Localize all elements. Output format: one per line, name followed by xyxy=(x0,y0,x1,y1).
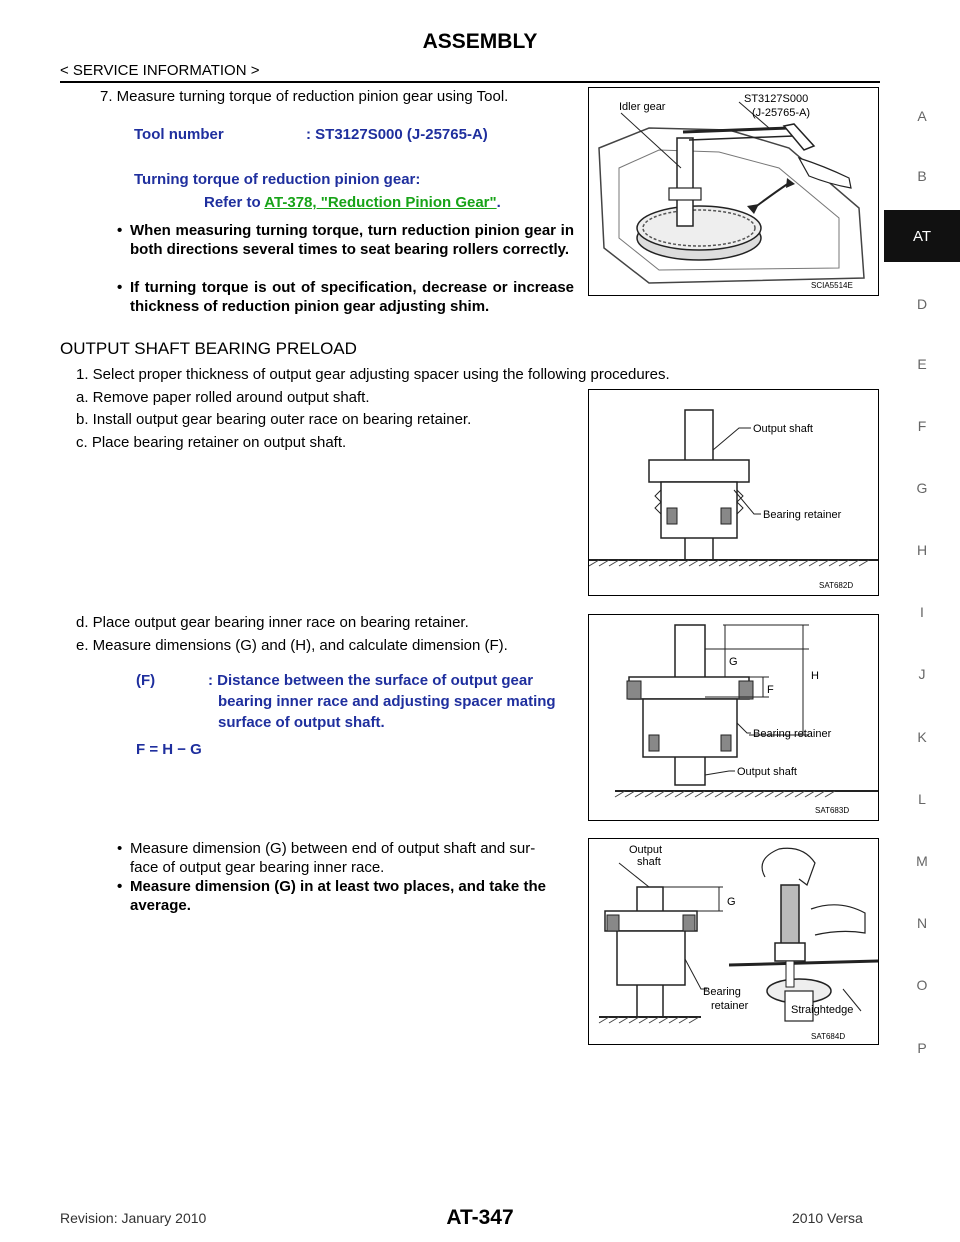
side-tab-j[interactable]: J xyxy=(918,666,926,682)
label-output-shaft-top: Output xyxy=(629,844,663,856)
refer-suffix: . xyxy=(496,194,501,211)
side-tab-at-active[interactable]: AT xyxy=(884,210,960,262)
footer-revision: Revision: January 2010 xyxy=(60,1210,207,1226)
bullet-turn-both-directions: When measuring turning torque, turn reduction pinion gear in both directions several times to seat bearing rollers correctly. xyxy=(130,222,574,258)
label-bearing-bottom: retainer xyxy=(711,1000,749,1012)
tool-number-value: : ST3127S000 (J-25765-A) xyxy=(306,126,488,143)
side-tab-l[interactable]: L xyxy=(918,791,926,807)
bullet-dot: • xyxy=(117,222,123,239)
figure-code: SAT683D xyxy=(815,806,850,815)
refer-prefix: Refer to xyxy=(204,194,265,211)
dimension-illustration xyxy=(589,615,878,820)
step-b-text: b. Install output gear bearing outer race on bearing retainer. xyxy=(76,411,472,428)
side-tab-n[interactable]: N xyxy=(916,915,928,931)
bullet-dot: • xyxy=(117,840,123,857)
label-f: F xyxy=(767,684,774,696)
label-bearing-top: Bearing xyxy=(703,986,741,998)
page-number: AT-347 xyxy=(446,1206,514,1229)
f-label: (F) xyxy=(136,672,156,689)
step-1-text: 1. Select proper thickness of output gear adjusting spacer using the following procedures. xyxy=(76,366,670,383)
side-tab-i[interactable]: I xyxy=(920,604,924,620)
side-tab-e[interactable]: E xyxy=(917,356,927,372)
figure-code: SCIA5514E xyxy=(811,281,853,290)
label-output-shaft: Output shaft xyxy=(753,423,813,435)
figure-code: SAT682D xyxy=(819,581,854,590)
label-straightedge: Straightedge xyxy=(791,1004,854,1016)
page-subtitle: < SERVICE INFORMATION > xyxy=(60,62,260,79)
side-tab-k[interactable]: K xyxy=(917,729,927,745)
side-tab-h[interactable]: H xyxy=(916,542,928,558)
step-d-text: d. Place output gear bearing inner race on bearing retainer. xyxy=(76,614,469,631)
side-tab-index xyxy=(884,0,960,1242)
step-a-text: a. Remove paper rolled around output shaft. xyxy=(76,389,370,406)
torque-tool-illustration xyxy=(589,88,878,295)
label-bearing-retainer: Bearing retainer xyxy=(753,728,832,740)
micrometer-illustration xyxy=(589,839,878,1044)
bullet-dot: • xyxy=(117,279,123,296)
tool-number-label: Tool number xyxy=(134,126,224,143)
figure-bearing-retainer-on-shaft xyxy=(588,389,879,596)
header-rule xyxy=(60,81,880,83)
f-definition-line-1: : Distance between the surface of output gear xyxy=(208,672,534,689)
formula: F = H − G xyxy=(136,741,202,758)
side-tab-p[interactable]: P xyxy=(917,1040,927,1056)
f-definition-line-3: surface of output shaft. xyxy=(218,714,385,731)
section-heading: OUTPUT SHAFT BEARING PRELOAD xyxy=(60,339,357,358)
label-g: G xyxy=(729,656,738,668)
side-tab-b[interactable]: B xyxy=(917,168,927,184)
bullet-two-places-line-2: average. xyxy=(130,897,191,914)
label-bearing-retainer: Bearing retainer xyxy=(763,509,842,521)
side-tab-f[interactable]: F xyxy=(917,418,927,434)
label-output-shaft: Output shaft xyxy=(737,766,797,778)
figure-measure-g-micrometer xyxy=(588,838,879,1045)
f-definition-line-2: bearing inner race and adjusting spacer mating xyxy=(218,693,556,710)
turning-torque-label: Turning torque of reduction pinion gear: xyxy=(134,171,421,188)
side-tab-a[interactable]: A xyxy=(917,108,927,124)
bullet-measure-g-line-2: face of output gear bearing inner race. xyxy=(130,859,385,876)
label-h: H xyxy=(811,670,819,682)
page-title: ASSEMBLY xyxy=(422,30,538,53)
figure-dimension-g-h xyxy=(588,614,879,821)
bullet-dot: • xyxy=(117,878,123,895)
label-tool-number: ST3127S000 xyxy=(744,93,809,105)
footer-model: 2010 Versa xyxy=(792,1210,863,1226)
step-e-text: e. Measure dimensions (G) and (H), and calculate dimension (F). xyxy=(76,637,508,654)
bullet-measure-g-line-1: Measure dimension (G) between end of output shaft and sur- xyxy=(130,840,536,857)
side-tab-m[interactable]: M xyxy=(916,853,928,869)
label-output-shaft-bottom: shaft xyxy=(637,856,661,868)
label-idler-gear: Idler gear xyxy=(619,101,666,113)
label-tool-number-alt: (J-25765-A) xyxy=(752,107,811,119)
step-c-text: c. Place bearing retainer on output shaft. xyxy=(76,434,347,451)
side-tab-d[interactable]: D xyxy=(916,296,928,312)
reduction-pinion-gear-link[interactable]: AT-378, "Reduction Pinion Gear" xyxy=(264,194,497,211)
side-tab-g[interactable]: G xyxy=(916,480,928,496)
figure-torque-measurement xyxy=(588,87,879,296)
output-shaft-illustration xyxy=(589,390,878,595)
figure-code: SAT684D xyxy=(811,1032,846,1041)
side-tab-o[interactable]: O xyxy=(916,977,928,993)
label-g: G xyxy=(727,896,736,908)
refer-line xyxy=(204,193,501,212)
bullet-two-places-line-1: Measure dimension (G) in at least two places, and take the xyxy=(130,878,546,895)
step-7-text: 7. Measure turning torque of reduction pinion gear using Tool. xyxy=(100,88,509,105)
bullet-out-of-spec: If turning torque is out of specification, decrease or increase thickness of reduction pinion gear adjusting shim. xyxy=(130,279,574,315)
